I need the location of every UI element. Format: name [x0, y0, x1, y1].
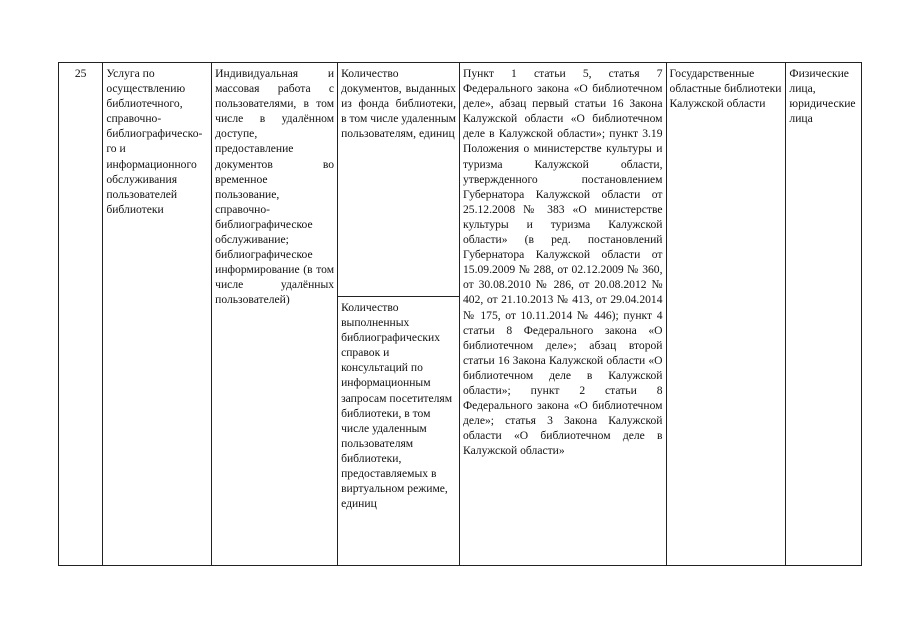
table-row [59, 63, 862, 297]
indicator-documents: Количество документов, выданных из фонда библиотеки, в том числе удаленным пользователям, единиц [338, 63, 460, 297]
work-type: Индивидуальная и массовая работа с пользователями, в том числе в удалённом доступе, предоставление документов во временное пользование, справочно-библиографическое обслуживание; библиографическое информирование (в том числе удалённых пользователей) [212, 63, 338, 566]
recipients: Физические лица, юридические лица [786, 63, 862, 566]
provider: Государственные областные библиотеки Калужской области [666, 63, 786, 566]
row-number: 25 [59, 63, 103, 566]
indicator-references: Количество выполненных библиографических справок и консультаций по информационным запросам посетителям библиотеки, в том числе удаленным пользователям библиотеки, предоставляемых в виртуальном режиме, единиц [338, 297, 460, 566]
legal-basis: Пункт 1 статьи 5, статья 7 Федерального закона «О библиотечном деле», абзац первый статьи 16 Закона Калужской области «О библиотечном деле в Калужской области»; пункт 3.19 Положения о министерстве культуры и туризма Калужской области, утвержденного постановлением Губернатора Калужской области от 25.12.2008 № 383 «О министерстве культуры и туризма Калужской области» (в ред. постановлений Губернатора Калужской области от 15.09.2009 № 288, от 02.12.2009 № 360, от 30.08.2010 № 286, от 20.08.2012 № 402, от 21.10.2013 № 413, от 29.04.2014 № 175, от 10.11.2014 № 446); пункт 4 статьи 8 Федерального закона «О библиотечном деле»; абзац второй статьи 16 Закона Калужской области «О библиотечном деле в Калужской области»; пункт 2 статьи 8 Федерального закона «О библиотечном деле»; статья 3 Закона Калужской области «О библиотечном деле в Калужской области» [459, 63, 666, 566]
service-name: Услуга по осуществлению библиотечного, справочно-библиографическо-го и информационного обслуживания пользователей библиотеки [103, 63, 212, 566]
services-table [58, 62, 862, 566]
